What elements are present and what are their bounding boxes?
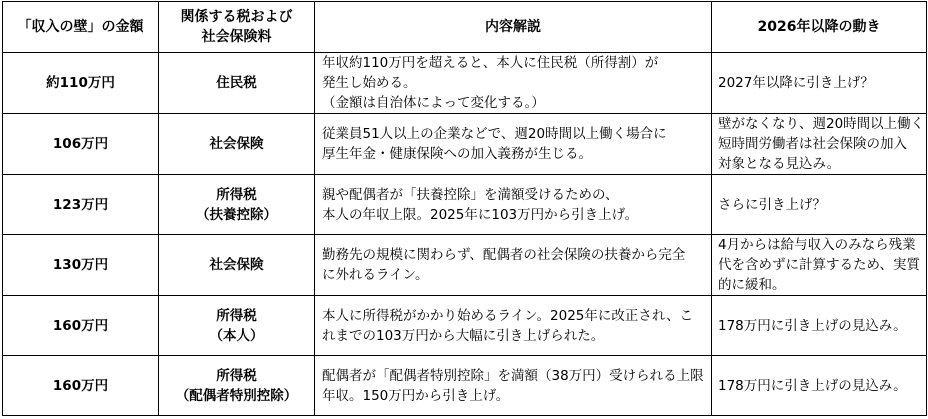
future-cell: [712, 296, 927, 356]
future-line: 178万円に引き上げの見込み。: [718, 317, 907, 334]
future-cell: [712, 356, 927, 416]
tax-line: 住民税: [216, 75, 257, 91]
future-line: 4月からは給与収入のみなら残業: [718, 237, 916, 253]
description-cell: [315, 356, 712, 416]
header-description: 内容解説: [315, 2, 712, 53]
future-line: 178万円に引き上げの見込み。: [718, 377, 907, 394]
table-row: [3, 114, 927, 175]
table-row: [3, 235, 927, 296]
table-row: [3, 53, 927, 114]
future-line: 代を含めずに計算するため、実質: [718, 257, 920, 273]
tax-line: （本人）: [209, 327, 264, 344]
tax-line: 所得税: [216, 307, 257, 324]
header-tax-line: 関係する税および: [180, 9, 293, 25]
tax-cell: [159, 296, 315, 356]
future-cell: [712, 175, 927, 235]
description-line: れまでの103万円から大幅に引き上げられた。: [322, 327, 605, 344]
description-line: （金額は自治体によって変化する。）: [322, 95, 545, 111]
tax-cell: [159, 175, 315, 235]
description-cell: [315, 175, 712, 235]
tax-cell: [159, 53, 315, 114]
table-row: [3, 175, 927, 235]
description-line: 本人に所得税がかかり始めるライン。2025年に改正され、こ: [322, 307, 694, 324]
tax-cell: [159, 114, 315, 175]
tax-line: 社会保険: [209, 136, 264, 152]
table-row: [3, 356, 927, 416]
future-line: 2027年以降に引き上げ？: [718, 75, 874, 91]
description-line: 厚生年金・健康保険への加入義務が生じる。: [322, 146, 592, 162]
amount-cell: 123万円: [3, 175, 159, 235]
future-line: 的に緩和。: [718, 277, 786, 293]
description-line: 親や配偶者が「扶養控除」を満額受けるための、: [322, 186, 619, 203]
description-line: 年収。150万円から引き上げ。: [322, 387, 510, 404]
amount-cell: 106万円: [3, 114, 159, 175]
tax-cell: [159, 235, 315, 296]
header-future: 2026年以降の動き: [712, 2, 927, 53]
header-tax-line: 社会保険料: [201, 29, 272, 45]
description-line: 勤務先の規模に関わらず、配偶者の社会保険の扶養から完全: [322, 247, 686, 263]
future-cell: [712, 114, 927, 175]
description-cell: [315, 114, 712, 175]
future-line: 壁がなくなり、週20時間以上働く: [718, 116, 925, 132]
future-cell: [712, 53, 927, 114]
tax-line: （配偶者特別控除）: [175, 387, 298, 404]
amount-cell: 130万円: [3, 235, 159, 296]
description-line: に外れるライン。: [322, 267, 429, 283]
amount-cell: 約110万円: [3, 53, 159, 114]
future-cell: [712, 235, 927, 296]
future-line: さらに引き上げ？: [718, 196, 826, 213]
tax-line: 所得税: [216, 186, 257, 203]
tax-line: 社会保険: [209, 257, 264, 273]
amount-cell: 160万円: [3, 296, 159, 356]
description-cell: [315, 296, 712, 356]
future-line: 短時間労働者は社会保険の加入: [718, 136, 907, 152]
description-line: 発生し始める。: [322, 75, 417, 91]
description-cell: [315, 235, 712, 296]
description-cell: [315, 53, 712, 114]
description-line: 配偶者が「配偶者特別控除」を満額（38万円）受けられる上限: [322, 367, 704, 384]
description-line: 従業員51人以上の企業などで、週20時間以上働く場合に: [322, 126, 667, 142]
future-line: 対象となる見込み。: [718, 156, 841, 172]
tax-line: 所得税: [216, 367, 257, 384]
amount-cell: 160万円: [3, 356, 159, 416]
table-row: [3, 296, 927, 356]
tax-line: （扶養控除）: [196, 206, 277, 223]
header-amount: 「収入の壁」の金額: [3, 2, 159, 53]
header-row: [3, 2, 927, 53]
header-tax: [159, 2, 315, 53]
description-line: 本人の年収上限。2025年に103万円から引き上げ。: [322, 206, 639, 223]
income-wall-table: [2, 1, 927, 416]
description-line: 年収約110万円を超えると、本人に住民税（所得割）が: [322, 55, 659, 71]
tax-cell: [159, 356, 315, 416]
